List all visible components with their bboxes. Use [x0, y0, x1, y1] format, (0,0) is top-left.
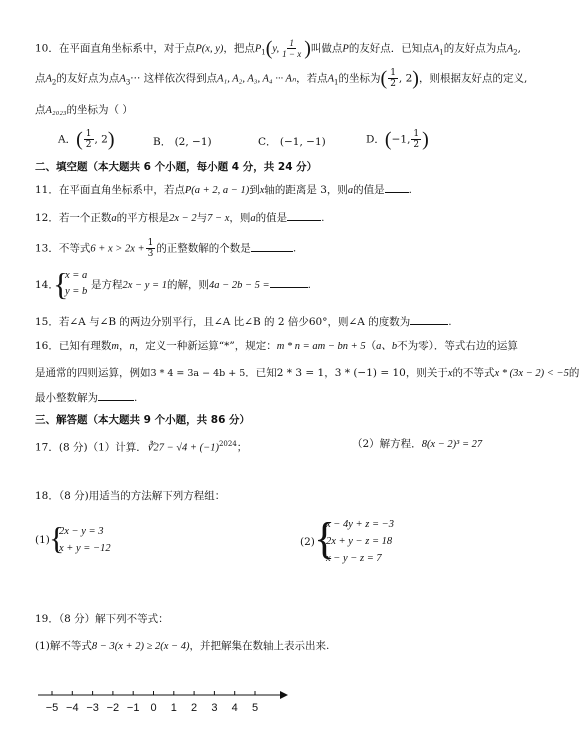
number-line-label: 0 [150, 702, 157, 714]
q16-line1 [35, 339, 518, 354]
q16-text: ， [324, 367, 335, 379]
q14 [35, 268, 535, 302]
q14-end: . [307, 279, 311, 291]
q16-text: ，则关于 [405, 367, 448, 379]
number-line-label: −4 [66, 702, 79, 714]
q16-text: ，定义一种新运算“*”，规定： [134, 340, 277, 352]
q18-s2-label: (2) [300, 536, 315, 548]
q14-eq2: y = b [65, 286, 88, 297]
numerator: 1 [147, 238, 154, 248]
q16-text: 的 [568, 367, 579, 379]
q15 [35, 315, 452, 329]
q14-expr: 4a − 2b − 5 = [209, 280, 270, 291]
q10-a1: A [432, 43, 440, 55]
q16-given1: 2 * 3 = 1 [276, 367, 325, 379]
q16-text: 是通常的四则运算，例如 [35, 367, 151, 379]
q10-p: P [342, 43, 349, 55]
q14-text: 的解，则 [167, 279, 209, 291]
q10-text: 的友好点为点 [56, 72, 120, 85]
denominator: 3 [147, 249, 154, 259]
number-line [0, 685, 574, 735]
number-line-label: 5 [251, 702, 259, 714]
q16-m: m [111, 341, 119, 352]
q10-text: 叫做点 [310, 42, 343, 55]
option-a: A．( $\frac{1}{2}$ , 2) [58, 128, 115, 151]
q10-text: 点 [35, 72, 46, 85]
numerator: 1 [85, 129, 92, 139]
denominator: 2 [413, 140, 420, 150]
q10-text: 的坐标为 [338, 72, 381, 85]
q17 [35, 437, 247, 456]
section-2-heading: 二、填空题（本大题共 6 个小题，每小题 4 分，共 24 分） [35, 161, 318, 173]
option-d-letter: D． [366, 133, 385, 146]
q18-system-1 [35, 522, 235, 562]
q19-title: 19．（8 分）解下列不等式： [35, 613, 169, 625]
q16-text: 16．已知有理数 [35, 340, 112, 352]
q11-text: 11．在平面直角坐标系中，若点 [35, 184, 185, 196]
q10-text: ，则根据友好点的定义, [418, 72, 528, 85]
q12-a2: a [250, 213, 256, 224]
q17-text: ； [236, 441, 248, 454]
number-line-label: −3 [86, 702, 99, 714]
q17-exponent: 2024 [218, 440, 237, 448]
q10-sequence: A₁, A₂, A₃, A₄ ··· Aₙ [217, 73, 297, 85]
q12-text: ，则 [229, 212, 251, 224]
q16-sep: ， [118, 340, 130, 352]
q16-text: 最小整数解为 [35, 392, 98, 404]
q16-given2: 3 * (−1) = 10 [334, 367, 406, 379]
number-line-label: 3 [211, 702, 218, 714]
q10-text: 的坐标为（ ） [66, 104, 133, 116]
q13-end: . [292, 242, 297, 255]
q16-line3 [35, 391, 137, 405]
q18-s1-eq2: x + y = −12 [59, 543, 111, 554]
q10-text: 点 [35, 104, 46, 116]
numerator: 1 [390, 68, 396, 78]
q15-answer-blank[interactable] [410, 324, 448, 325]
q17-part2 [352, 437, 482, 452]
q10-text: 的友好点为点 [443, 42, 507, 55]
q10-coord-fraction [388, 68, 398, 89]
q18-s1-brace: { [49, 520, 65, 556]
option-a-tail: , 2 [94, 133, 108, 146]
q16-text: 不为零）．等式右边的运算 [397, 340, 518, 352]
q18-s1-eq1: 2x − y = 3 [59, 526, 104, 537]
q16-line2 [35, 366, 579, 381]
q13-text: 的正整数解的个数是 [156, 242, 251, 255]
q14-text: 是方程 [91, 279, 123, 291]
option-b-letter: B． [153, 136, 172, 148]
q10-line1: 10．在平面直角坐标系中，对于点P(x, y)，把点$P_1(y$, $\frac{1}{1 - x}$ )叫做点P的友好点．已知点$A_1$的友好点为点$A_2$, [35, 37, 521, 60]
q14-brace: { [53, 266, 69, 302]
q18-s2-eq3: x − y − z = 7 [326, 553, 382, 564]
q16-ab: a、b [376, 341, 398, 352]
q10-line3 [35, 103, 133, 118]
q10-text: 10．在平面直角坐标系中，对于点 [35, 42, 196, 55]
q16-n: n [129, 341, 135, 352]
q11-answer-blank[interactable] [385, 192, 409, 193]
q16-inequality: x * (3x − 2) < −5 [494, 368, 569, 379]
q19-text: ，并把解集在数轴上表示出来. [189, 640, 330, 652]
number-line-arrow [280, 691, 288, 699]
q13 [35, 238, 296, 259]
q11-a: a [347, 185, 354, 196]
q16-rule: m * n = am − bn + 5 [276, 341, 366, 352]
q16-text: 的不等式 [452, 367, 495, 379]
left-paren: ( [265, 37, 273, 60]
q14-number: 14． [35, 279, 59, 291]
q16-example: 3 * 4 = 3a − 4b + 5 [150, 368, 246, 379]
q19-part1 [35, 639, 329, 654]
right-paren: ) [304, 37, 311, 60]
number-line-label: 4 [231, 702, 238, 714]
option-c [258, 135, 326, 149]
q12-answer-blank[interactable] [287, 220, 321, 221]
option-b-text: (2, −1) [174, 136, 212, 148]
q13-expr: 6 + x > 2x + [90, 243, 145, 255]
q15-text: ，则∠A 的度数为 [327, 316, 411, 328]
q19-text: (1)解不等式 [35, 640, 92, 652]
q18-s2-brace: { [314, 514, 336, 563]
q13-text: 13．不等式 [35, 242, 91, 255]
q11-expr: P(a + 2, a − 1) [184, 185, 250, 196]
q10-text: 的友好点．已知点 [348, 42, 433, 55]
q12-text: 与 [196, 212, 208, 224]
q12-a: a [111, 213, 117, 224]
q18-system-2 [300, 515, 500, 567]
q11-end: . [408, 184, 412, 196]
q15-end: . [448, 316, 452, 328]
q13-fraction [146, 238, 156, 259]
q10-text: ··· 这样依次得到点 [130, 72, 218, 85]
q17-text: （2）解方程． [352, 438, 422, 450]
q15-text: 15．若∠A 与∠B 的两边分别平行，且∠A 比∠B 的 2 倍少 [35, 316, 309, 328]
q10-coord-tail: , 2 [398, 72, 413, 85]
q17-equation: 8(x − 2)³ = 27 [421, 439, 483, 450]
q19-inequality: 8 − 3(x + 2) ≥ 2(x − 4) [91, 641, 190, 652]
q18-s2-eq2: 2x + y − z = 18 [326, 536, 393, 547]
option-c-text: (−1, −1) [279, 136, 326, 148]
q10-text: ，若点 [296, 72, 328, 85]
number-line-label: −5 [45, 702, 59, 714]
denominator: 2 [390, 79, 396, 89]
q18-s1-label: (1) [35, 534, 50, 546]
q16-x: x [447, 368, 453, 379]
q15-angle: 60° [308, 316, 328, 328]
q12-expr2: 7 − x [207, 213, 230, 224]
q11-text: 的值是 [353, 184, 385, 196]
denominator: 1 − x [282, 49, 302, 59]
q17-part1: 17．(8 分)（1）计算． [35, 441, 147, 454]
q16-answer-blank[interactable] [98, 400, 134, 401]
q12-text: 的值是 [255, 212, 288, 224]
q10-point: P(x, y) [195, 43, 224, 55]
q12-text: 12．若一个正数 [35, 212, 112, 224]
section-3-heading: 三、解答题（本大题共 9 个小题，共 86 分） [35, 414, 251, 426]
q10-p1: P [254, 43, 262, 55]
q13-answer-blank[interactable] [251, 251, 293, 252]
q14-answer-blank[interactable] [270, 287, 308, 288]
q16-text: （ [365, 340, 377, 352]
q11-text: 到 [249, 184, 260, 196]
option-c-letter: C． [258, 136, 277, 148]
option-d-head: −1, [391, 133, 411, 146]
q10-a2023: A₂₀₂₃ [45, 105, 67, 116]
numerator: 1 [413, 129, 420, 139]
number-line-label: 1 [170, 702, 177, 714]
q10-text: ，把点 [223, 42, 255, 55]
q18-title: 18．（8 分)用适当的方法解下列方程组： [35, 490, 226, 502]
q10-fraction [280, 38, 303, 59]
q17-expr: ∛27 − √4 + (−1) [146, 442, 219, 454]
option-a-letter: A． [58, 133, 77, 146]
q12 [35, 211, 324, 226]
option-d: D．(−1, $\frac{1}{2}$ ) [366, 128, 429, 151]
number-line-label: −1 [126, 702, 140, 714]
number-line-label: −2 [106, 702, 120, 714]
q12-expr1: 2x − 2 [169, 213, 197, 224]
q14-eq1: x = a [65, 270, 88, 281]
numerator: 1 [289, 38, 294, 48]
q10-line2: 点$A_2$的友好点为点$A_3\cdot\cdot\cdot$ 这样依次得到点A₁, A₂, A₃, A₄ ··· Aₙ，若点$A_1$的坐标为( $\frac{1}{2}$ , 2)，则根据友好点的定义, [35, 67, 528, 90]
q14-equation: 2x − y = 1 [122, 280, 167, 291]
q10-a2: A [506, 43, 514, 55]
q12-text: 的平方根是 [116, 212, 170, 224]
q18-s2-eq1: x − 4y + z = −3 [326, 519, 394, 530]
number-line-label: 2 [191, 702, 198, 714]
q16-end: . [134, 392, 138, 404]
denominator: 2 [85, 140, 92, 150]
q11 [35, 183, 412, 198]
q10-p1-inner: y, [272, 43, 280, 55]
q12-end: . [321, 212, 325, 224]
q16-text: ．已知 [245, 367, 277, 379]
q11-text: 轴的距离是 3，则 [264, 184, 348, 196]
option-b [153, 135, 212, 149]
q11-x: x [259, 185, 265, 196]
